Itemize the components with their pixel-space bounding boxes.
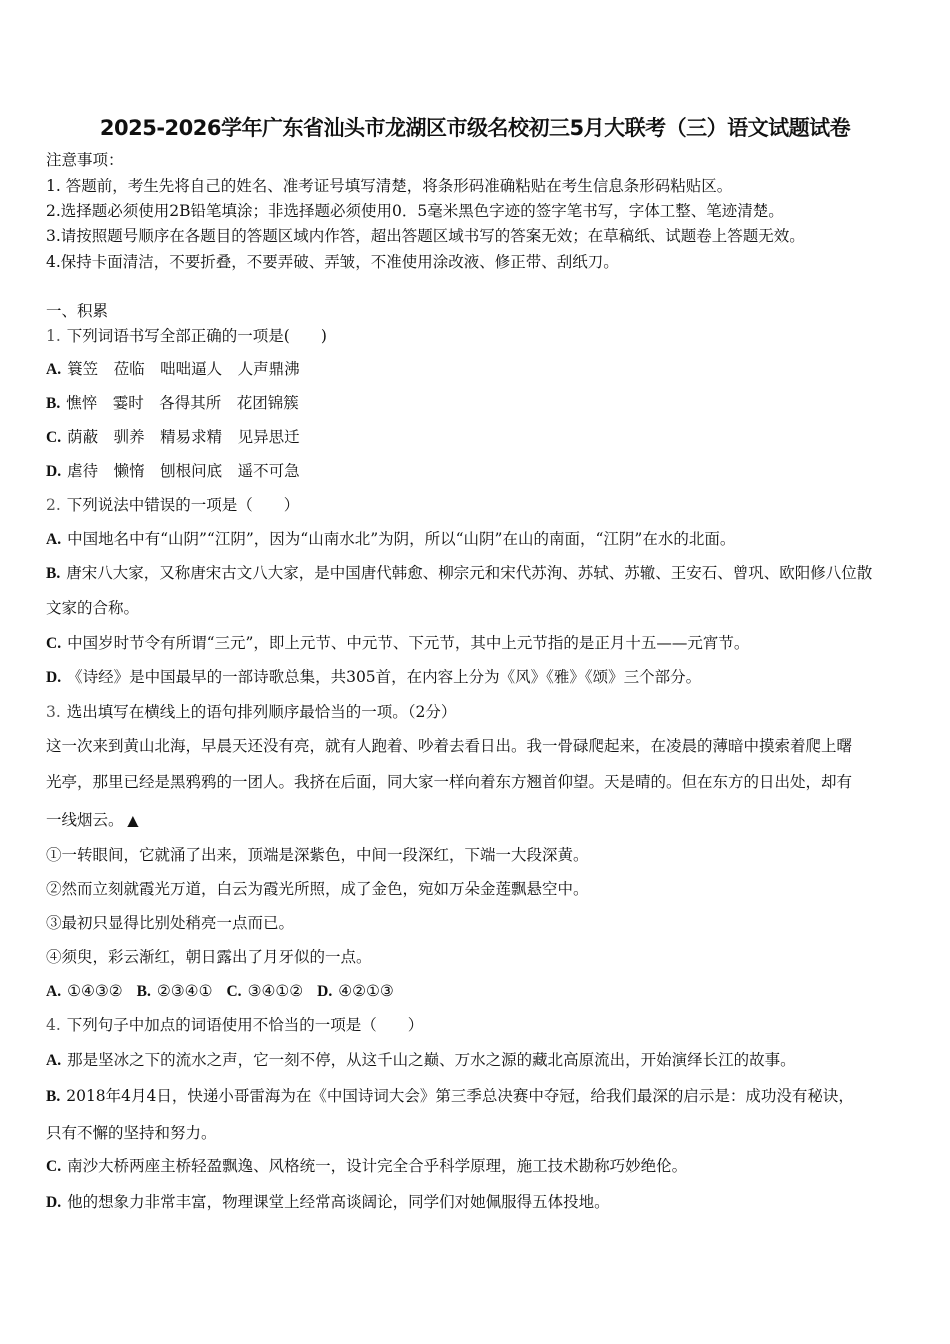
option-text: 文家的合称。 xyxy=(46,599,140,617)
options-row xyxy=(46,981,408,1002)
option-label: A. xyxy=(46,1052,62,1069)
passage-text: 这一次来到黄山北海，早晨天还没有亮，就有人跑着、吵着去看日出。我一骨碌爬起来，在凌晨的薄暗中摸索着爬上曙 xyxy=(46,737,853,755)
option-text: 《诗经》是中国最早的一部诗歌总集，共305首，在内容上分为《风》《雅》《颂》三个部分。 xyxy=(67,668,702,686)
question-stem xyxy=(46,326,327,346)
section-heading xyxy=(46,301,108,321)
option-continuation xyxy=(46,1123,217,1143)
question-text: 选出填写在横线上的语句排列顺序最恰当的一项。（2分） xyxy=(66,703,457,721)
notice-text: 保持卡面清洁，不要折叠，不要弄破、弄皱，不准使用涂改液、修正带、刮纸刀。 xyxy=(60,253,619,271)
option-text: ④②①③ xyxy=(338,982,394,1000)
sentence-text: ②然而立刻就霞光万道，白云为霞光所照，成了金色，宛如万朵金莲飘悬空中。 xyxy=(46,880,589,898)
option-text: ③④①② xyxy=(247,982,304,1000)
page-title: 2025-2026学年广东省汕头市龙湖区市级名校初三5月大联考（三）语文试题试卷 xyxy=(99,116,851,140)
sentence-item xyxy=(46,845,589,865)
option-label: C. xyxy=(46,635,62,652)
option-text: 只有不懈的坚持和努力。 xyxy=(46,1124,217,1142)
question-stem xyxy=(46,702,456,722)
sentence-item xyxy=(46,947,372,967)
sentence-item xyxy=(46,879,589,899)
option-label: C. xyxy=(46,1158,62,1175)
option xyxy=(46,1192,610,1213)
option-text: 簑笠 莅临 咄咄逼人 人声鼎沸 xyxy=(67,360,300,378)
notice-num: 3. xyxy=(46,227,61,245)
notice-heading xyxy=(46,150,124,170)
option xyxy=(46,563,872,584)
option-text: ②③④① xyxy=(156,982,213,1000)
option-label: B. xyxy=(46,395,61,412)
notice-item xyxy=(46,252,619,272)
passage-line xyxy=(46,772,852,792)
option-label: C. xyxy=(46,429,62,446)
option-text: 虐待 懒惰 刨根问底 遥不可急 xyxy=(67,462,300,480)
question-stem xyxy=(46,495,299,515)
option-label: D. xyxy=(46,1194,62,1211)
option xyxy=(46,667,701,688)
option-text: 他的想象力非常丰富，物理课堂上经常高谈阔论，同学们对她佩服得五体投地。 xyxy=(67,1193,610,1211)
question-text: 下列句子中加点的词语使用不恰当的一项是（ ） xyxy=(66,1016,424,1034)
option-label: B. xyxy=(46,565,61,582)
question-stem xyxy=(46,1015,423,1035)
option xyxy=(46,1156,687,1177)
option-text: 憔悴 霎时 各得其所 花团锦簇 xyxy=(66,394,299,412)
question-number: 1. xyxy=(46,327,61,345)
notice-item xyxy=(46,176,732,196)
notice-num: 2. xyxy=(46,202,61,220)
question-text: 下列说法中错误的一项是（ ） xyxy=(66,496,300,514)
option xyxy=(46,393,299,414)
option-text: 那是坚冰之下的流水之声，它一刻不停，从这千山之巅、万水之源的藏北高原流出，开始演绎长江的故事。 xyxy=(67,1051,796,1069)
option xyxy=(46,461,300,482)
option-label: A. xyxy=(46,361,62,378)
option-label: B. xyxy=(136,983,151,1000)
option-text: 荫蔽 驯养 精易求精 见异思迁 xyxy=(67,428,300,446)
passage-text: 一线烟云。 xyxy=(46,811,124,829)
sentence-text: ①一转眼间，它就涌了出来，顶端是深紫色，中间一段深红，下端一大段深黄。 xyxy=(46,846,589,864)
option xyxy=(46,1050,796,1071)
option-continuation xyxy=(46,598,139,618)
option-label: B. xyxy=(46,1088,61,1105)
option-text: 中国岁时节令有所谓“三元”，即上元节、中元节、下元节，其中上元节指的是正月十五——元宵节。 xyxy=(67,634,750,652)
option-label: D. xyxy=(46,669,62,686)
option-label: A. xyxy=(46,983,62,1000)
option-text: 唐宋八大家，又称唐宋古文八大家，是中国唐代韩愈、柳宗元和宋代苏洵、苏轼、苏辙、王安石、曾巩、欧阳修八位散 xyxy=(66,564,873,582)
question-number: 2. xyxy=(46,496,61,514)
notice-text: 选择题必须使用2B铅笔填涂；非选择题必须使用0．5毫米黑色字迹的签字笔书写，字体工整、笔迹清楚。 xyxy=(60,202,784,220)
notice-num: 1. xyxy=(46,177,61,195)
option xyxy=(46,427,300,448)
option-text: ①④③② xyxy=(67,982,123,1000)
passage-line xyxy=(46,810,138,831)
option-label: D. xyxy=(46,463,62,480)
option-label: D. xyxy=(317,983,333,1000)
sentence-text: ③最初只显得比别处稍亮一点而已。 xyxy=(46,914,295,932)
question-text: 下列词语书写全部正确的一项是( ) xyxy=(66,327,327,345)
question-number: 4. xyxy=(46,1016,61,1034)
notice-text: 请按照题号顺序在各题目的答题区域内作答，超出答题区域书写的答案无效；在草稿纸、试题卷上答题无效。 xyxy=(60,227,805,245)
notice-item xyxy=(46,226,805,246)
answer-blank: ▲ xyxy=(127,813,139,829)
notice-num: 4. xyxy=(46,253,61,271)
option-label: A. xyxy=(46,531,62,548)
option-text: 南沙大桥两座主桥轻盈飘逸、风格统一，设计完全合乎科学原理，施工技术勘称巧妙绝伦。 xyxy=(67,1157,688,1175)
question-number: 3. xyxy=(46,703,61,721)
sentence-text: ④须臾，彩云渐红，朝日露出了月牙似的一点。 xyxy=(46,948,372,966)
passage-line xyxy=(46,736,852,756)
option xyxy=(46,359,300,380)
notice-text: 答题前，考生先将自己的姓名、准考证号填写清楚，将条形码准确粘贴在考生信息条形码粘贴区。 xyxy=(60,177,733,195)
option xyxy=(46,529,735,550)
notice-heading-text: 注意事项： xyxy=(46,151,124,169)
passage-text: 光亭，那里已经是黑鸦鸦的一团人。我挤在后面，同大家一样向着东方翘首仰望。天是晴的。但在东方的日出处，却有 xyxy=(46,773,853,791)
option xyxy=(46,1086,854,1107)
option-text: 中国地名中有“山阴”“江阴”，因为“山南水北”为阴，所以“山阴”在山的南面，“江阴”在水的北面。 xyxy=(67,530,736,548)
option-text: 2018年4月4日，快递小哥雷海为在《中国诗词大会》第三季总决赛中夺冠，给我们最深的启示是：成功没有秘诀， xyxy=(66,1087,854,1105)
option-label: C. xyxy=(226,983,242,1000)
option xyxy=(46,633,749,654)
sentence-item xyxy=(46,913,294,933)
section-title: 一、积累 xyxy=(46,302,109,320)
notice-item xyxy=(46,201,784,221)
